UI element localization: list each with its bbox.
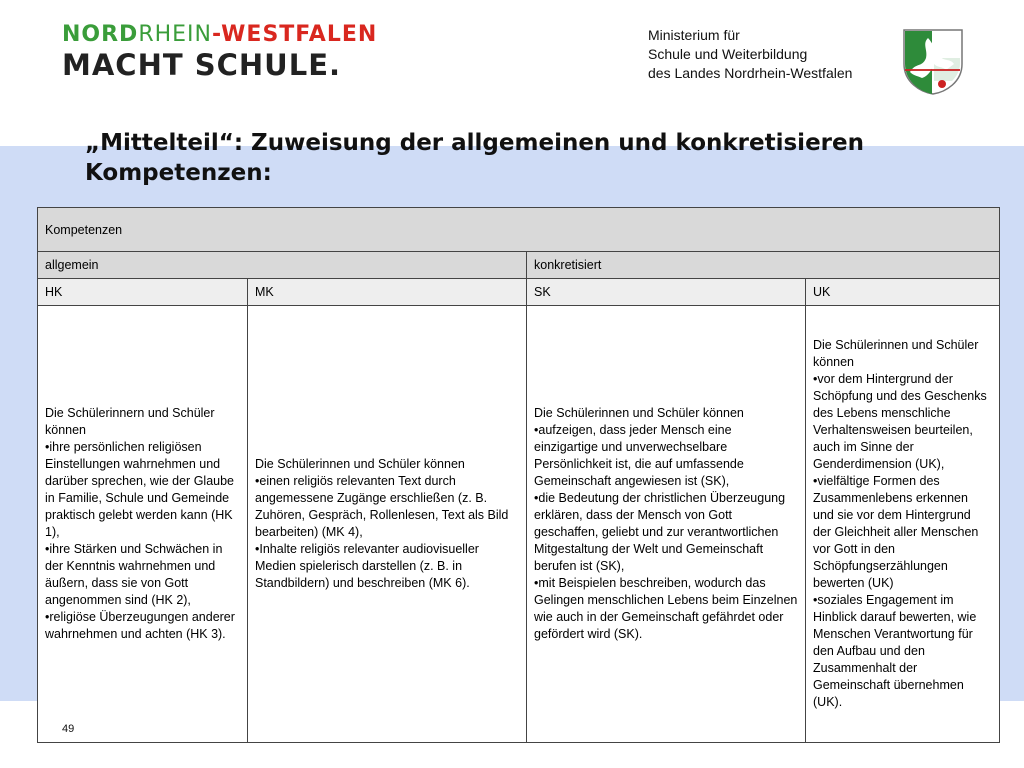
ministry-line-3: des Landes Nordrhein-Westfalen: [648, 65, 853, 81]
table-row: [38, 306, 1000, 743]
ministry-line-2: Schule und Weiterbildung: [648, 46, 808, 62]
ministry-line-1: Ministerium für: [648, 27, 740, 43]
cell-mk: Die Schülerinnen und Schüler können •einen religiös relevanten Text durch angemessene Zugänge erschließen (z. B. Zuhören, Gespräch, Rollenlesen, Text als Bild bearbeiten) (MK 4), •Inhalte religiös relevanter audiovisueller Medien spielerisch darstellen (z. B. in Standbildern) und beschreiben (MK 6).: [248, 306, 527, 743]
column-sk: SK: [527, 279, 806, 306]
title-line-2: Kompetenzen:: [85, 160, 272, 186]
table-column-row: [38, 279, 1000, 306]
nrw-macht-schule-logo: [62, 22, 377, 82]
column-hk: HK: [38, 279, 248, 306]
page-title: [85, 128, 945, 188]
title-line-1: „Mittelteil“: Zuweisung der allgemeinen und konkretisieren: [85, 130, 864, 156]
table-header-kompetenzen: Kompetenzen: [38, 208, 1000, 252]
column-mk: MK: [248, 279, 527, 306]
cell-hk: Die Schülerinnern und Schüler können •ihre persönlichen religiösen Einstellungen wahrnehmen und darüber sprechen, wie der Glaube in Familie, Schule und Gemeinde praktisch gelebt werden kann (HK 1), •ihre Stärken und Schwächen in der Kenntnis wahrnehmen und äußern, dass sie von Gott angenommen sind (HK 2), •religiöse Überzeugungen anderer wahrnehmen und achten (HK 3).: [38, 306, 248, 743]
page-number: 49: [62, 723, 75, 735]
competency-table: [37, 207, 1000, 743]
group-konkretisiert: konkretisiert: [527, 252, 1000, 279]
logo-nrw-line: NORDRHEIN-WESTFALEN: [62, 22, 378, 47]
cell-sk: Die Schülerinnen und Schüler können •aufzeigen, dass jeder Mensch eine einzigartige und unverwechselbare Persönlichkeit ist, die auf umfassende Gemeinschaft angewiesen ist (SK), •die Bedeutung der christlichen Überzeugung erklären, dass der Mensch von Gott geschaffen, geliebt und zur verantwortlichen Mitgestaltung der Welt und Gemeinschaft berufen ist (SK), •mit Beispielen beschreiben, wodurch das Gelingen menschlichen Lebens beim Einzelnen wie auch in der Gemeinschaft gefährdet oder gefördert wird (SK).: [527, 306, 806, 743]
column-uk: UK: [806, 279, 1000, 306]
group-allgemein: allgemein: [38, 252, 527, 279]
logo-tagline: MACHT SCHULE.: [62, 48, 342, 82]
table-group-row: [38, 252, 1000, 279]
table-header-row: [38, 208, 1000, 252]
cell-uk: Die Schülerinnen und Schüler können •vor dem Hintergrund der Schöpfung und des Geschenks des Lebens menschliche Verhaltensweisen beurteilen, auch im Sinne der Genderdimension (UK), •vielfältige Formen des Zusammenlebens erkennen und sie vor dem Hintergrund der Gleichheit aller Menschen vor Gott in den Schöpfungserzählungen bewerten (UK) •soziales Engagement im Hinblick darauf bewerten, wie Menschen Verantwortung für den Aufbau und den Zusammenhalt der Gemeinschaft übernehmen (UK).: [806, 306, 1000, 743]
nrw-crest-icon: [902, 28, 964, 96]
ministry-name: [648, 26, 852, 83]
